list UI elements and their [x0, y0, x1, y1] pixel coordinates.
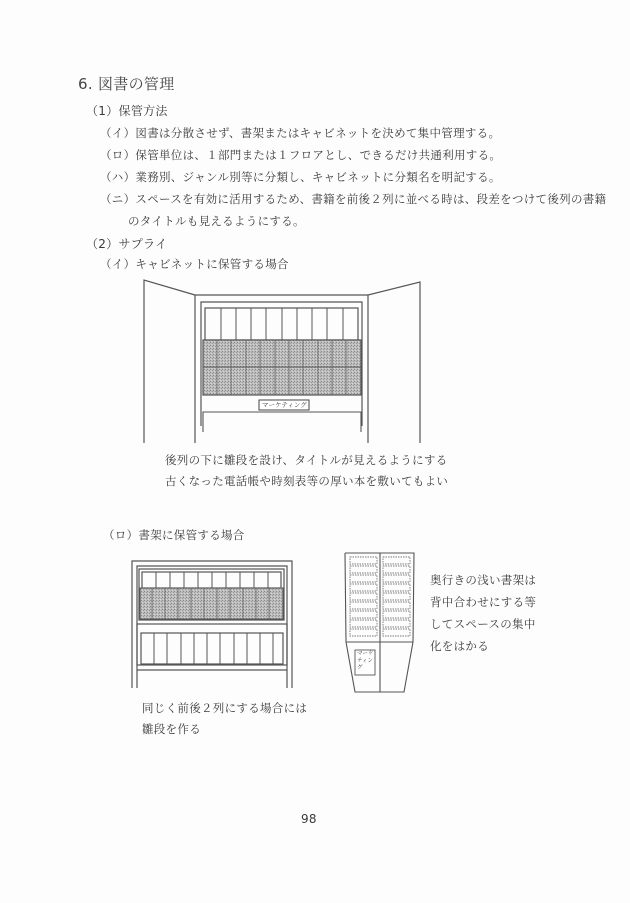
caption-line: 古くなった電話帳や時刻表等の厚い本を敷いてもよい — [165, 474, 449, 488]
list-item: （ニ）スペースを有効に活用するため、書籍を前後２列に並べる時は、段差をつけて後列の書籍 — [100, 192, 607, 206]
case-b-heading: （ロ）書架に保管する場合 — [103, 528, 245, 542]
side-label-line: グ — [357, 665, 363, 671]
side-note-line: 背中合わせにする等 — [430, 595, 537, 609]
subsection-1-heading: （1）保管方法 — [86, 104, 168, 118]
caption-line: 後列の下に雛段を設け、タイトルが見えるようにする — [165, 453, 448, 467]
page-number: 98 — [301, 812, 317, 826]
side-label-line: マーケ — [357, 651, 374, 657]
side-note-line: 化をはかる — [430, 639, 489, 653]
subsection-2-heading: （2）サプライ — [86, 237, 168, 251]
list-item-continuation: のタイトルも見えるようにする。 — [128, 214, 305, 228]
side-note-line: してスペースの集中 — [430, 617, 536, 631]
section-number: 6. — [78, 75, 93, 93]
list-item: （ロ）保管単位は、１部門または１フロアとし、できるだけ共通利用する。 — [100, 148, 502, 162]
side-note-line: 奥行きの浅い書架は — [430, 573, 537, 587]
caption-line: 同じく前後２列にする場合には — [142, 701, 308, 715]
list-item: （ハ）業務別、ジャンル別等に分類し、キャビネットに分類名を明記する。 — [100, 170, 501, 184]
case-a-heading: （イ）キャビネットに保管する場合 — [100, 257, 289, 271]
caption-line: 雛段を作る — [142, 722, 201, 736]
side-shelf-label — [357, 651, 374, 672]
section-title: 図書の管理 — [98, 75, 175, 93]
list-item: （イ）図書は分散させず、書架またはキャビネットを決めて集中管理する。 — [100, 126, 501, 140]
shelf-label: マーケティング — [262, 401, 307, 409]
side-label-line: ティン — [357, 658, 374, 664]
